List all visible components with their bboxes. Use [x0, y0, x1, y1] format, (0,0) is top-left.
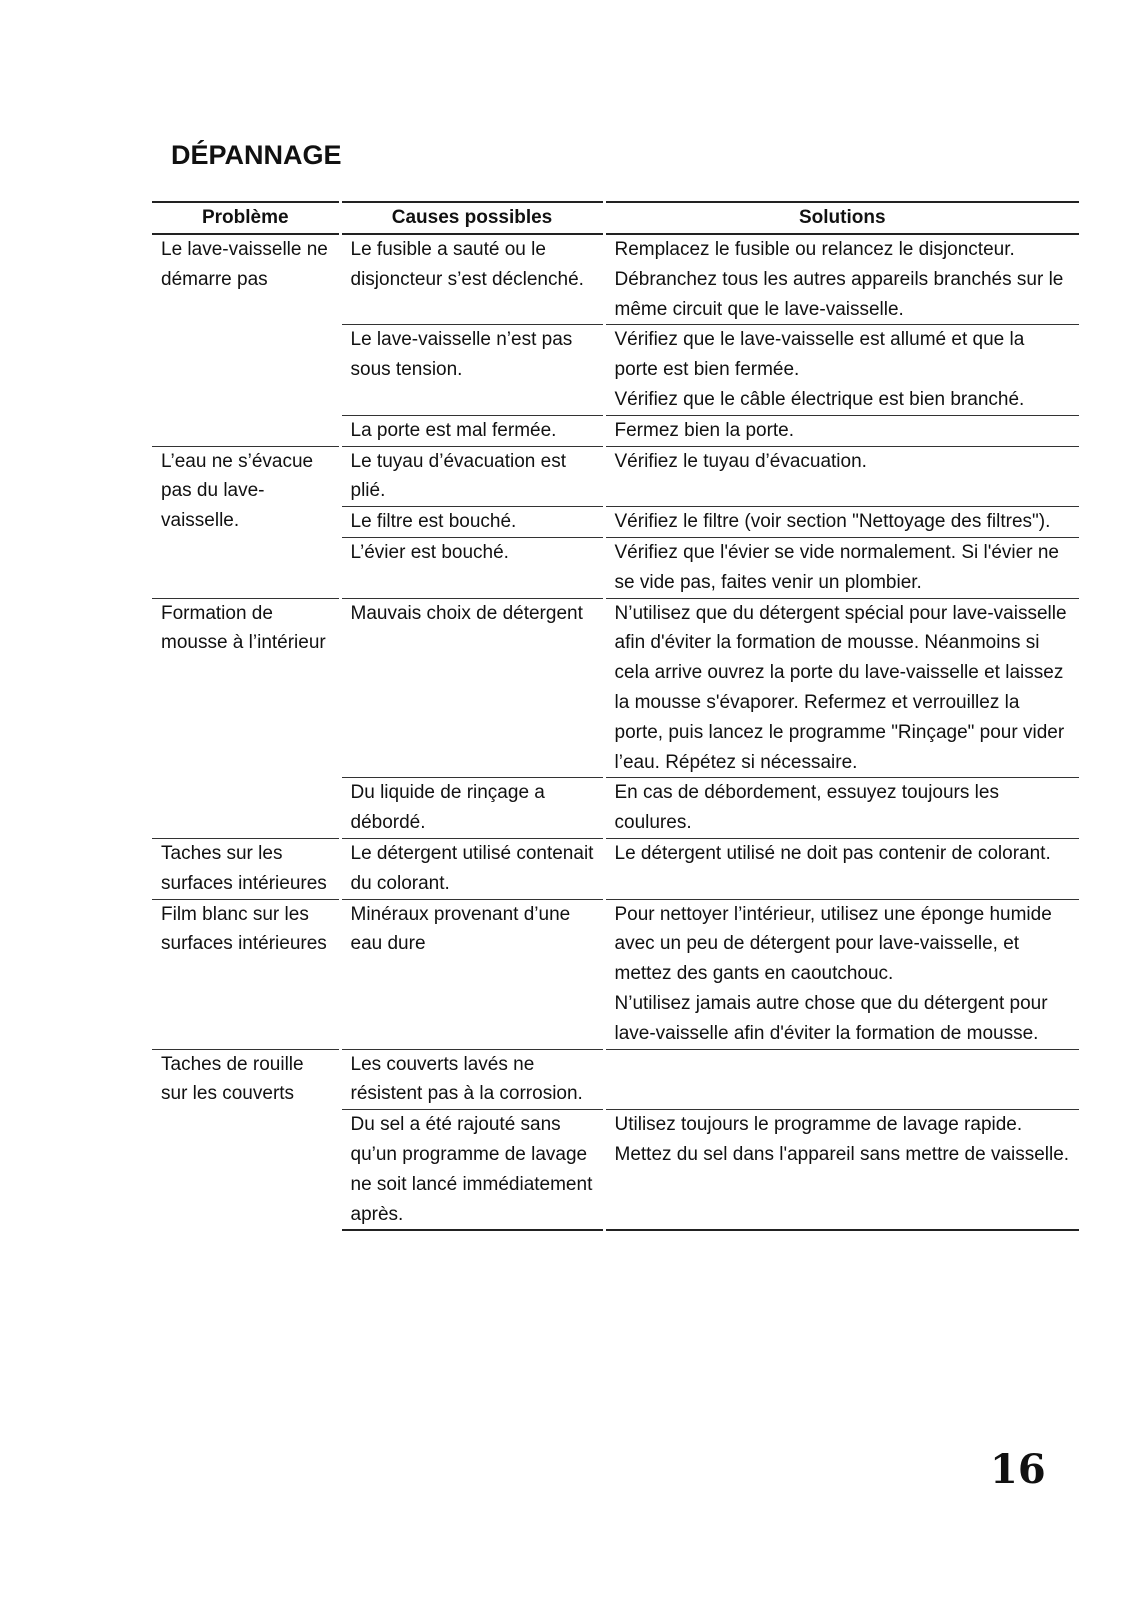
cause-cell: Le tuyau d’évacuation est plié.	[340, 446, 604, 507]
solution-cell	[604, 899, 1079, 1049]
header-solution: Solutions	[604, 202, 1079, 234]
table-header-row	[152, 202, 1079, 234]
solution-line: N’utilisez jamais autre chose que du détergent pour lave-vaisselle afin d'éviter la formation de mousse.	[614, 992, 1048, 1044]
cause-cell: Les couverts lavés ne résistent pas à la corrosion.	[340, 1049, 604, 1110]
problem-cell: Le lave-vaisselle ne démarre pas	[161, 239, 328, 290]
solution-line: Vérifiez que le câble électrique est bien branché.	[614, 388, 1025, 410]
table-row	[152, 838, 1079, 899]
cause-cell: Du liquide de rinçage a débordé.	[340, 778, 604, 839]
problem-cell: L’eau ne s’évacue pas du lave-vaisselle.	[152, 446, 340, 598]
page-title: DÉPANNAGE	[171, 140, 342, 170]
table-body	[152, 234, 1079, 1230]
solution-line: Pour nettoyer l’intérieur, utilisez une éponge humide avec un peu de détergent pour lave-vaisselle, et mettez des gants en caoutchouc.	[614, 903, 1052, 985]
solution-line: Utilisez toujours le programme de lavage rapide.	[614, 1114, 1023, 1136]
cause-cell: La porte est mal fermée.	[340, 415, 604, 446]
solution-cell	[604, 598, 1079, 778]
header-problem: Problème	[152, 202, 340, 234]
table-row	[152, 899, 1079, 1049]
solution-cell	[604, 446, 1079, 507]
solution-cell	[604, 838, 1079, 899]
problem-cell: Taches de rouille sur les couverts	[152, 1049, 340, 1230]
cause-cell: Minéraux provenant d’une eau dure	[340, 899, 604, 1049]
solution-cell	[604, 507, 1079, 538]
solution-line: Le détergent utilisé ne doit pas contenir de colorant.	[614, 842, 1051, 864]
solution-line: Vérifiez que l'évier se vide normalement. Si l'évier ne se vide pas, faites venir un plombier.	[614, 541, 1059, 593]
solution-line: N’utilisez que du détergent spécial pour lave-vaisselle afin d'éviter la formation de mousse. Néanmoins si cela arrive ouvrez la porte du lave-vaisselle et laissez la mousse s'évaporer. Refermez et verrouillez la porte, puis lancez le programme "Rinçage" pour vider l’eau. Répétez si nécessaire.	[614, 602, 1067, 773]
table-row	[152, 234, 1079, 325]
solution-line: Remplacez le fusible ou relancez le disjoncteur.	[614, 239, 1015, 260]
solution-cell	[604, 1110, 1079, 1231]
cause-cell: Le fusible a sauté ou le disjoncteur s’est déclenché.	[340, 234, 604, 325]
table-row	[152, 1049, 1079, 1110]
table-row	[152, 446, 1079, 507]
cause-cell: L’évier est bouché.	[340, 537, 604, 598]
solution-line: Vérifiez le tuyau d’évacuation.	[614, 450, 867, 472]
solution-line: Mettez du sel dans l'appareil sans mettre de vaisselle.	[614, 1143, 1070, 1165]
cause-cell: Mauvais choix de détergent	[340, 598, 604, 778]
problem-cell: Taches sur les surfaces intérieures	[152, 838, 340, 899]
solution-line: Débranchez tous les autres appareils branchés sur le même circuit que le lave-vaisselle.	[614, 268, 1064, 320]
table-row	[152, 598, 1079, 778]
solution-line: Vérifiez le filtre (voir section "Nettoyage des filtres").	[614, 511, 1051, 533]
problem-cell: Film blanc sur les surfaces intérieures	[152, 899, 340, 1049]
cause-cell: Le filtre est bouché.	[340, 507, 604, 538]
solution-cell	[604, 325, 1079, 415]
cause-cell: Du sel a été rajouté sans qu’un programme de lavage ne soit lancé immédiatement après.	[340, 1110, 604, 1231]
solution-cell	[604, 537, 1079, 598]
solution-cell	[604, 234, 1079, 325]
troubleshooting-table	[152, 201, 1079, 1231]
solution-line: Vérifiez que le lave-vaisselle est allumé et que la porte est bien fermée.	[614, 329, 1025, 381]
solution-line: En cas de débordement, essuyez toujours les coulures.	[614, 782, 999, 834]
problem-cell: Formation de mousse à l’intérieur	[152, 598, 340, 838]
cause-cell: Le détergent utilisé contenait du colorant.	[340, 838, 604, 899]
header-cause: Causes possibles	[340, 202, 604, 234]
solution-cell	[604, 415, 1079, 446]
cause-cell: Le lave-vaisselle n’est pas sous tension.	[340, 325, 604, 415]
solution-line: Fermez bien la porte.	[614, 419, 795, 441]
solution-cell	[604, 778, 1079, 839]
page-number: 16	[990, 1446, 1046, 1493]
solution-cell	[604, 1049, 1079, 1110]
